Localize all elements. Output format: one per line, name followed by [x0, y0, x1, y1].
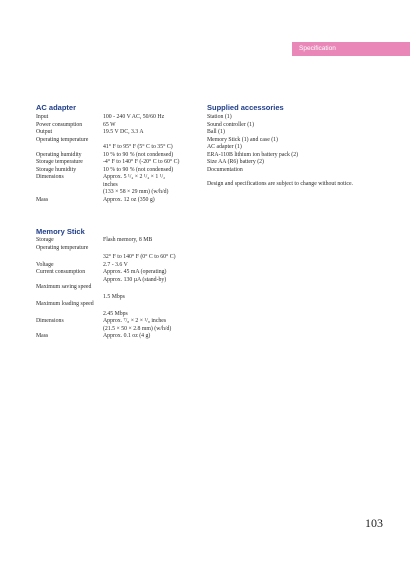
list-item: Documentation: [207, 166, 243, 173]
memory-stick-heading: Memory Stick: [36, 227, 85, 236]
spec-label: Mass: [36, 196, 49, 203]
spec-label: Input: [36, 114, 49, 120]
list-item: ERA-110B lithium ion battery pack (2): [207, 151, 299, 158]
ac-sttemp-row: [36, 159, 179, 167]
page-number: 103: [365, 516, 383, 530]
spec-label: Output: [36, 129, 53, 135]
spec-value: Approx. ⁷/₈ × 2 × ¹/₈ inches: [103, 318, 167, 324]
ac-adapter-specs: [36, 114, 179, 204]
memory-stick-specs: [36, 237, 176, 341]
ac-adapter-heading: AC adapter: [36, 103, 77, 112]
spec-value: Flash memory, 8 MB: [103, 237, 153, 243]
ms-mass-row: [36, 333, 176, 341]
list-item: Size AA (R6) battery (2): [207, 159, 264, 165]
spec-value: Approx. 12 oz (350 g): [103, 196, 155, 203]
spec-label: Dimensions: [36, 174, 64, 180]
spec-value: 2.45 Mbps: [103, 310, 128, 317]
ms-voltage-row: [36, 262, 176, 270]
ac-mass-row: [36, 197, 179, 205]
ac-dim-row: [36, 174, 179, 182]
list-item: Memory Stick (1) and case (1): [207, 136, 278, 143]
spec-label: Voltage: [36, 261, 54, 268]
spec-label: Maximum saving speed: [36, 284, 92, 290]
spec-label: Operating humidity: [36, 151, 82, 158]
spec-label: Operating temperature: [36, 244, 89, 251]
spec-label: Power consumption: [36, 121, 83, 128]
spec-label: Current consumption: [36, 269, 86, 275]
spec-value: 32° F to 140° F (0° C to 60° C): [103, 254, 176, 260]
spec-value: 1.5 Mbps: [103, 293, 125, 300]
list-item: AC adapter (1): [207, 144, 242, 150]
spec-value: 19.5 V DC, 3.3 A: [103, 129, 144, 135]
section-tab: Specification: [292, 42, 410, 56]
spec-value: (21.5 × 50 × 2.8 mm) (w/h/d): [103, 325, 172, 332]
spec-label: Storage temperature: [36, 159, 83, 165]
spec-value: Approx. 130 µA (stand-by): [103, 276, 167, 283]
spec-label: Mass: [36, 333, 49, 339]
spec-value: Approx. 5 ¹/₄ × 2 ¹/₄ × 1 ¹/₂: [103, 174, 166, 180]
spec-value: Approx. 45 mA (operating): [103, 269, 167, 275]
ac-output-row: [36, 129, 179, 137]
spec-value: (133 × 58 × 29 mm) (w/h/d): [103, 189, 169, 195]
list-item: Ball (1): [207, 129, 225, 135]
spec-label: Storage humidity: [36, 166, 77, 173]
ac-ophum-row: [36, 152, 179, 160]
spec-value: -4° F to 140° F (-20° C to 60° C): [103, 159, 180, 165]
specification-note: Design and specifications are subject to change without notice.: [207, 181, 354, 187]
spec-value: Approx. 0.1 oz (4 g): [103, 333, 151, 339]
ms-dim-row: [36, 318, 176, 326]
spec-value: 65 W: [103, 121, 116, 128]
spec-label: Storage: [36, 237, 54, 243]
spec-label: Operating temperature: [36, 136, 89, 143]
list-item: Station (1): [207, 114, 232, 120]
spec-value: 2.7 - 3.6 V: [103, 261, 128, 268]
accessories-list: [207, 114, 298, 174]
ac-power-row: [36, 122, 179, 130]
spec-value: 10 % to 90 % (not condensed): [103, 166, 174, 173]
spec-value: inches: [103, 181, 118, 188]
spec-value: 100 - 240 V AC, 50/60 Hz: [103, 114, 165, 120]
spec-value: 10 % to 90 % (not condensed): [103, 151, 174, 158]
accessories-heading: Supplied accessories: [207, 103, 284, 112]
spec-label: Maximum loading speed: [36, 301, 94, 307]
spec-label: Dimensions: [36, 318, 64, 324]
ms-storage-row: [36, 237, 176, 245]
ac-sthum-row: [36, 167, 179, 175]
spec-value: 41° F to 95° F (5° C to 35° C): [103, 144, 173, 150]
list-item: Sound controller (1): [207, 121, 255, 128]
ms-current-row: [36, 269, 176, 277]
ac-input-row: [36, 114, 179, 122]
